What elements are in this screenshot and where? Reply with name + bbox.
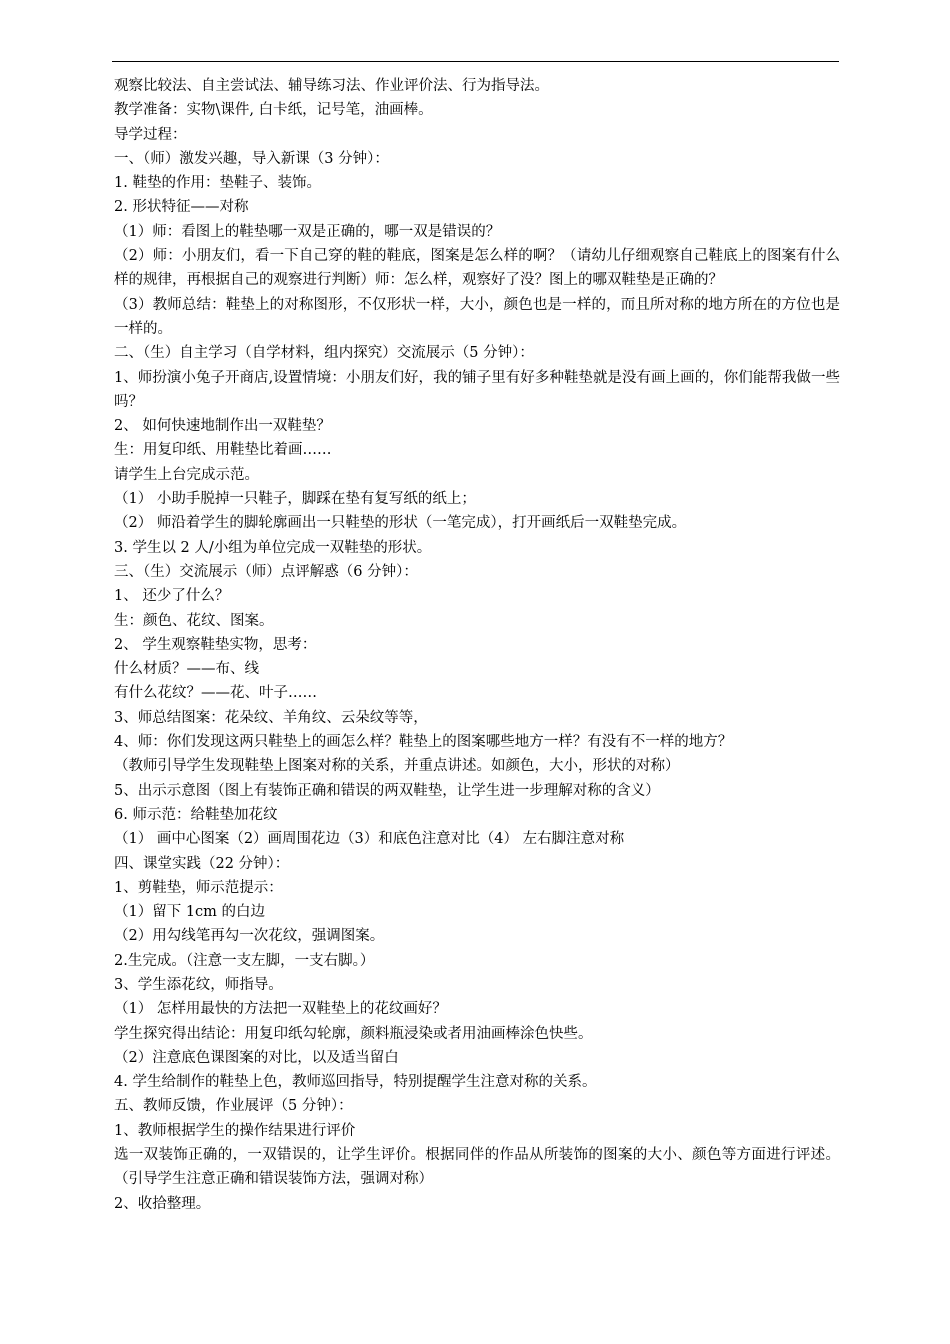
section-heading-3: 三、（生）交流展示（师）点评解惑（6 分钟）： (114, 563, 418, 580)
list-item: （教师引导学生发现鞋垫上图案对称的关系，并重点讲述。如颜色，大小，形状的对称） (114, 758, 680, 775)
list-item: 什么材质？——布、线 (114, 661, 259, 678)
paragraph: 选一双装饰正确的，一双错误的，让学生评价。根据同伴的作品从所装饰的图案的大小、颜色等方面进行评述。（引导学生注意正确和错误装饰方法，强调对称） (114, 1147, 840, 1188)
list-item: （2）用勾线笔再勾一次花纹，强调图案。 (114, 928, 385, 945)
list-item: 4. 学生给制作的鞋垫上色，教师巡回指导，特别提醒学生注意对称的关系。 (114, 1074, 597, 1091)
list-item: 有什么花纹？——花、叶子…… (114, 685, 317, 702)
list-item: （2）注意底色课图案的对比，以及适当留白 (114, 1049, 399, 1066)
section-heading-1: 一、（师）激发兴趣，导入新课（3 分钟）： (114, 150, 389, 167)
paragraph: （2）师：小朋友们，看一下自己穿的鞋的鞋底，图案是怎么样的啊？（请幼儿仔细观察自己鞋底上的图案有什么样的规律，再根据自己的观察进行判断）师：怎么样，观察好了没？图上的哪双鞋垫是正确的？ (114, 248, 840, 289)
list-item: 1. 鞋垫的作用：垫鞋子、装饰。 (114, 175, 321, 192)
list-item: 5、出示示意图（图上有装饰正确和错误的两双鞋垫，让学生进一步理解对称的含义） (114, 782, 660, 799)
list-item: 3、师总结图案：花朵纹、羊角纹、云朵纹等等， (114, 709, 428, 726)
paragraph: 1、师扮演小兔子开商店,设置情境：小朋友们好，我的铺子里有好多种鞋垫就是没有画上画的，你们能帮我做一些吗？ (114, 369, 840, 410)
list-item: 1、剪鞋垫，师示范提示： (114, 879, 283, 896)
document-body (114, 74, 840, 1216)
teaching-methods: 观察比较法、自主尝试法、辅导练习法、作业评价法、行为指导法。 (114, 78, 549, 94)
list-item: 2.生完成。（注意一支左脚，一支右脚。） (114, 952, 375, 969)
list-item: 2、 如何快速地制作出一双鞋垫？ (114, 418, 331, 435)
list-item: 3. 学生以 2 人/小组为单位完成一双鞋垫的形状。 (114, 539, 432, 556)
list-item: （1） 怎样用最快的方法把一双鞋垫上的花纹画好？ (114, 1001, 447, 1018)
process-heading: 导学过程： (114, 126, 187, 143)
list-item: 1、教师根据学生的操作结果进行评价 (114, 1122, 356, 1139)
section-heading-4: 四、课堂实践（22 分钟）： (114, 855, 290, 872)
header-rule (112, 61, 839, 62)
list-item: 4、师：你们发现这两只鞋垫上的画怎么样？鞋垫上的图案哪些地方一样？有没有不一样的地方？ (114, 734, 733, 751)
list-item: （1）师：看图上的鞋垫哪一双是正确的，哪一双是错误的？ (114, 223, 501, 240)
list-item: 6. 师示范：给鞋垫加花纹 (114, 806, 278, 823)
list-item: 2、 学生观察鞋垫实物，思考： (114, 636, 317, 653)
list-item: 2. 形状特征——对称 (114, 199, 249, 216)
list-item: 1、 还少了什么？ (114, 588, 230, 605)
list-item: （1）留下 1cm 的白边 (114, 904, 266, 921)
list-item: （2） 师沿着学生的脚轮廓画出一只鞋垫的形状（一笔完成），打开画纸后一双鞋垫完成。 (114, 515, 687, 532)
list-item: 3、学生添花纹，师指导。 (114, 976, 283, 993)
list-item: 2、收拾整理。 (114, 1195, 211, 1212)
paragraph: （3）教师总结：鞋垫上的对称图形，不仅形状一样，大小，颜色也是一样的，而且所对称的地方所在的方位也是一样的。 (114, 296, 840, 337)
list-item: （1） 小助手脱掉一只鞋子，脚踩在垫有复写纸的纸上； (114, 491, 476, 508)
list-item: 生：用复印纸、用鞋垫比着画…… (114, 442, 332, 459)
section-heading-2: 二、（生）自主学习（自学材料，组内探究）交流展示（5 分钟）： (114, 345, 534, 362)
list-item: （1） 画中心图案（2）画周围花边（3）和底色注意对比（4） 左右脚注意对称 (114, 831, 625, 848)
list-item: 请学生上台完成示范。 (114, 466, 259, 483)
section-heading-5: 五、教师反馈，作业展评（5 分钟）： (114, 1098, 353, 1115)
teaching-preparation: 教学准备：实物\课件, 白卡纸，记号笔，油画棒。 (114, 102, 433, 119)
list-item: 学生探究得出结论：用复印纸勾轮廓，颜料瓶浸染或者用油画棒涂色快些。 (114, 1025, 593, 1042)
list-item: 生：颜色、花纹、图案。 (114, 612, 274, 629)
